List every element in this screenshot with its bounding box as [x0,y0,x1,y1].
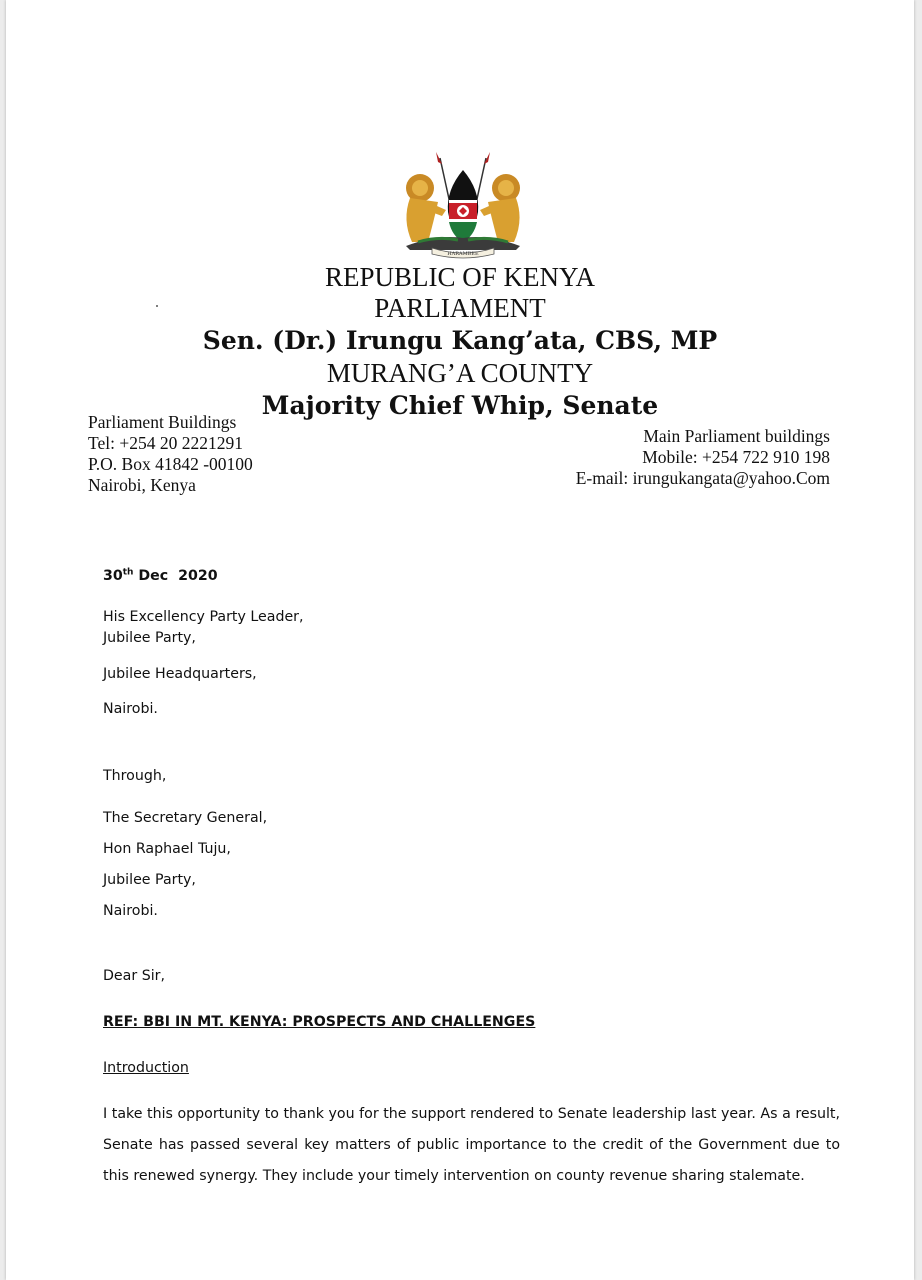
through-label: Through, [103,768,167,784]
recipient-line: Jubilee Party, [103,630,196,646]
address-left-line: P.O. Box 41842 -00100 [88,454,253,474]
address-right-line: E-mail: irungukangata@yahoo.Com [575,468,830,488]
letter-date [103,568,218,584]
header-senator-name: Sen. (Dr.) Irungu Kang’ata, CBS, MP [202,326,718,355]
recipient-line: His Excellency Party Leader, [103,609,304,625]
motto-text: HARAMBEE [447,251,479,257]
reference-line: REF: BBI IN MT. KENYA: PROSPECTS AND CHALLENGES [103,1014,536,1030]
through-line: Nairobi. [103,903,158,919]
date-rest: Dec 2020 [133,568,218,584]
address-left-line: Nairobi, Kenya [88,475,196,495]
intro-paragraph: I take this opportunity to thank you for the support rendered to Senate leadership last year. As a result, Senate has passed several key matters of public importance to the credit of the Government due to this renewed synergy. They include your timely intervention on county revenue sharing stalemate. [103,1106,840,1184]
through-line: The Secretary General, [103,810,268,826]
header-county: MURANG’A COUNTY [326,358,594,388]
address-left-line: Tel: +254 20 2221291 [88,433,243,453]
recipient-hq: Jubilee Headquarters, [103,666,257,682]
header-role: Majority Chief Whip, Senate [261,391,659,420]
header-parliament: PARLIAMENT [374,293,546,323]
coat-of-arms-emblem [398,150,528,260]
salutation: Dear Sir, [103,968,165,984]
address-right-line: Mobile: +254 722 910 198 [642,447,830,467]
date-suffix: th [122,567,134,578]
section-heading-introduction: Introduction [103,1060,189,1076]
through-line: Jubilee Party, [103,872,196,888]
address-left-line: Parliament Buildings [88,412,237,432]
address-right-line: Main Parliament buildings [643,426,830,446]
header-republic: REPUBLIC OF KENYA [324,262,596,292]
recipient-city: Nairobi. [103,701,158,717]
address-right-block [576,426,830,489]
address-left-block [88,412,253,496]
date-day: 30 [103,568,123,584]
through-line: Hon Raphael Tuju, [103,841,231,857]
letter-page [6,0,914,1280]
